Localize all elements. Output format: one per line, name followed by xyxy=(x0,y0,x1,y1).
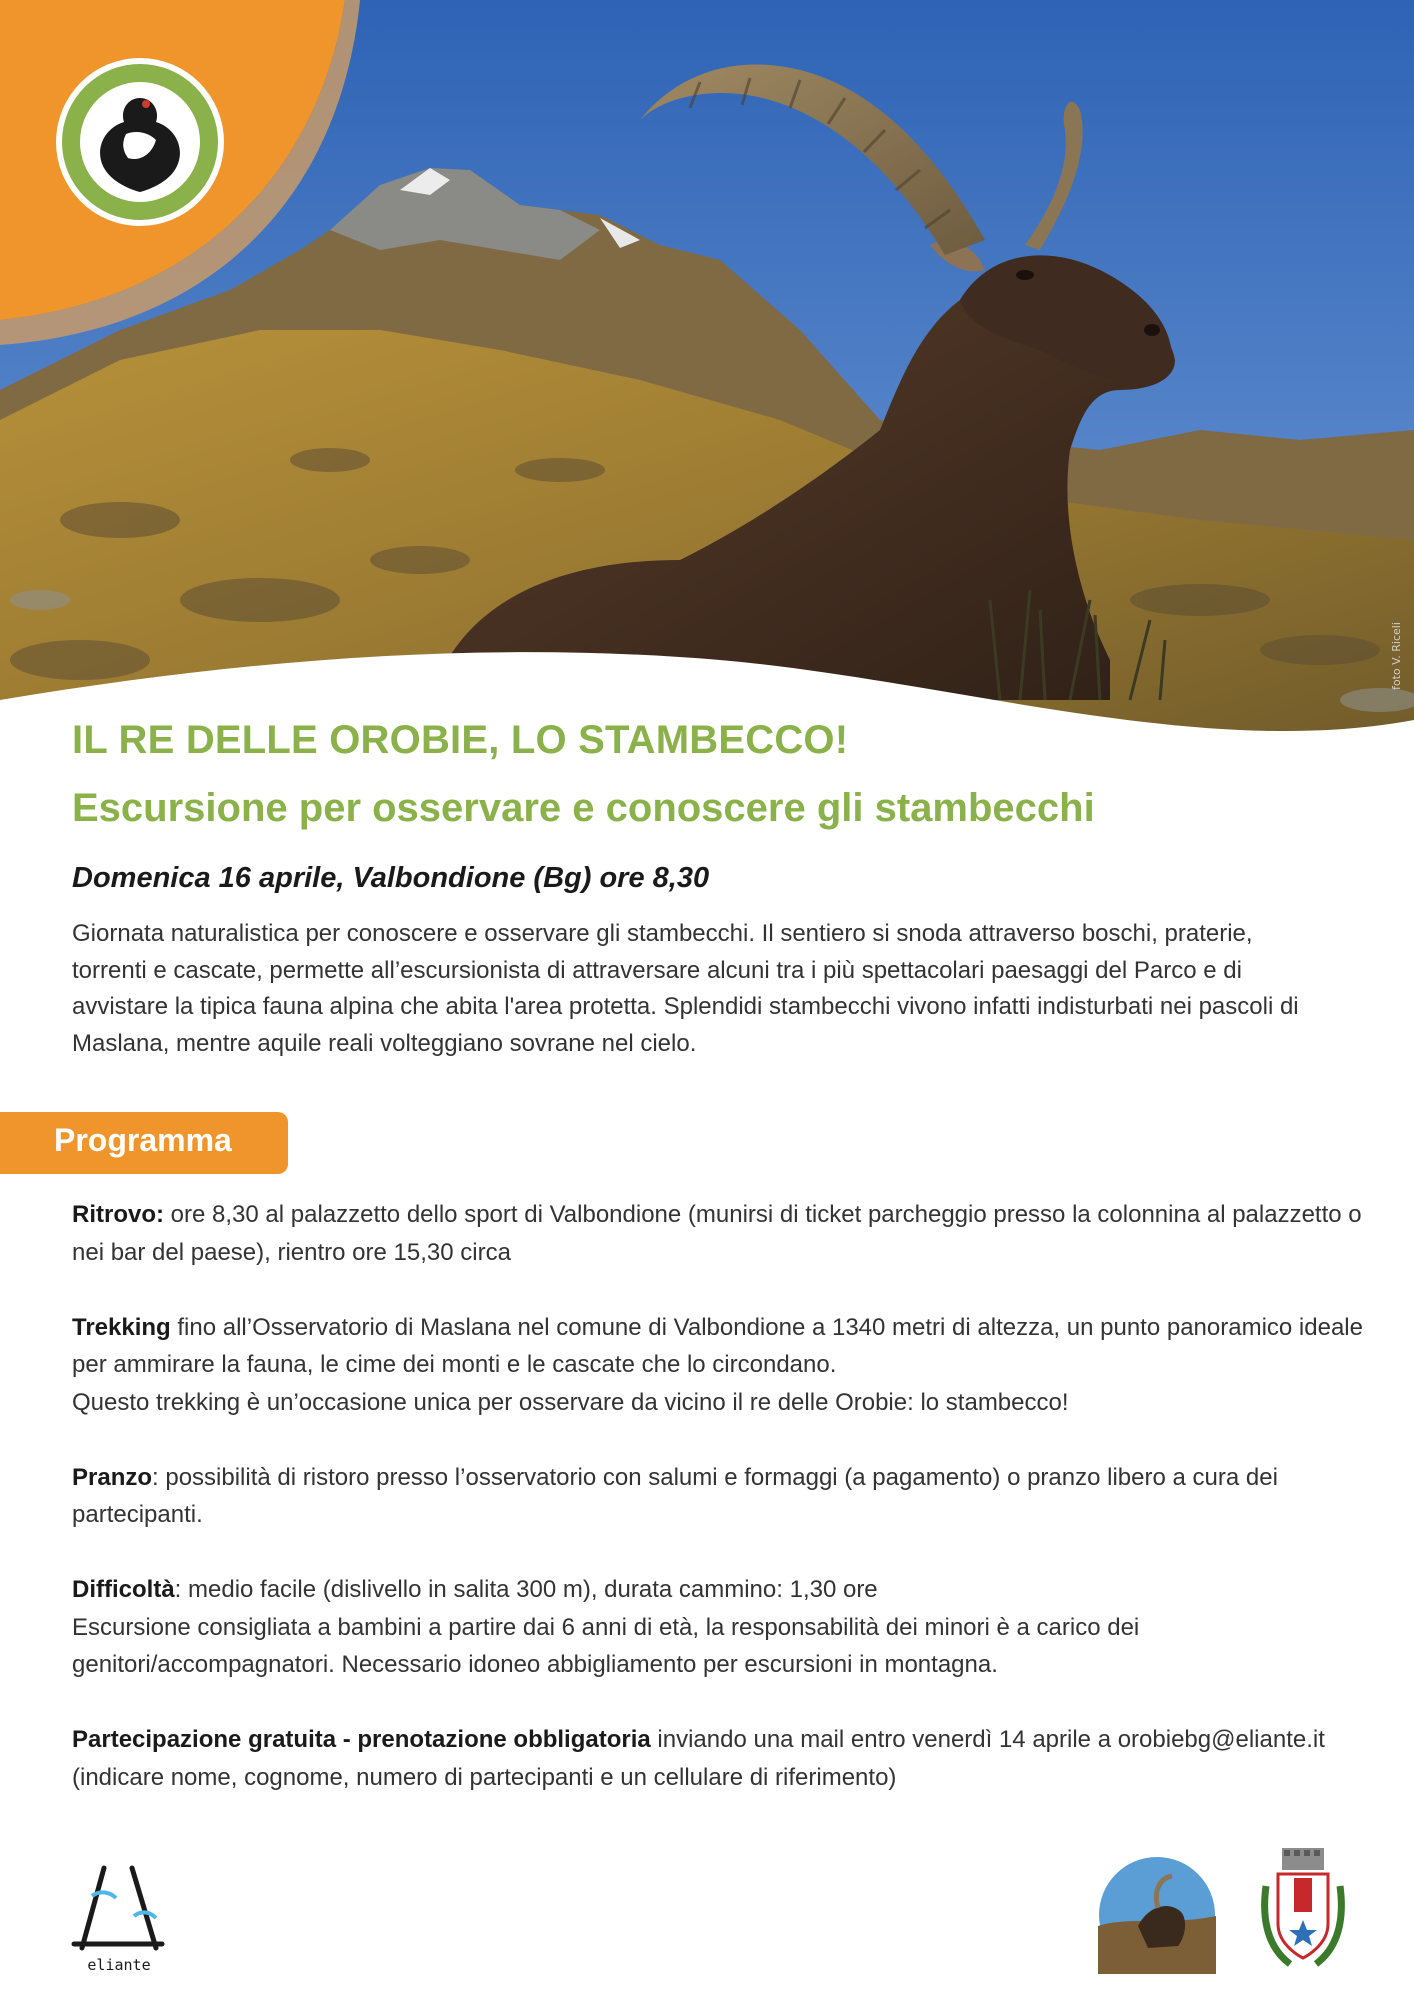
trekking-label: Trekking xyxy=(72,1313,171,1341)
park-logo xyxy=(56,58,224,226)
ritrovo-label: Ritrovo: xyxy=(72,1201,164,1228)
valbondione-round-logo xyxy=(1098,1856,1216,1974)
difficolta-label: Difficoltà xyxy=(72,1576,175,1603)
partecipazione-label: Partecipazione gratuita - prenotazione obbligatoria xyxy=(72,1726,651,1753)
difficolta-text-2: Escursione consigliata a bambini a partire dai 6 anni di età, la responsabilità dei minori è a carico dei genitori/accompagnatori. Necessario idoneo abbigliamento per escursioni in montagna. xyxy=(72,1613,1140,1678)
programma-heading: Programma xyxy=(54,1122,232,1158)
pranzo-label: Pranzo xyxy=(72,1463,153,1491)
program-section xyxy=(72,1196,1372,1834)
partecipazione-text: inviando una mail entro venerdì 14 aprile a orobiebg@eliante.it (indicare nome, cognome, numero di partecipanti e un cellulare di riferimento) xyxy=(72,1726,1325,1791)
difficolta-text: : medio facile (dislivello in salita 300 m), durata cammino: 1,30 ore xyxy=(174,1576,878,1603)
eliante-logo-text: eliante xyxy=(87,1956,151,1974)
programma-tab xyxy=(0,1112,288,1174)
page-subtitle: Escursione per osservare e conoscere gli stambecchi xyxy=(72,786,1095,830)
trekking-paragraph xyxy=(72,1309,1372,1422)
event-date: Domenica 16 aprile, Valbondione (Bg) ore 8,30 xyxy=(72,862,710,894)
pranzo-text: : possibilità di ristoro presso l’osservatorio con salumi e formaggi (a pagamento) o pranzo libero a cura dei partecipanti. xyxy=(72,1463,1278,1528)
trekking-text: fino all’Osservatorio di Maslana nel comune di Valbondione a 1340 metri di altezza, un punto panoramico ideale per ammirare la fauna, le cime dei monti e le cascate che lo circondano. xyxy=(72,1313,1363,1378)
ritrovo-paragraph xyxy=(72,1196,1372,1271)
intro-paragraph: Giornata naturalistica per conoscere e osservare gli stambecchi. Il sentiero si snoda attraverso boschi, praterie, torrenti e cascate, permette all’escursionista di attraversare alcuni tra i più spettacolari paesaggi del Parco e di avvistare la tipica fauna alpina che abita l'area protetta. Splendidi stambecchi vivono infatti indisturbati nei pascoli di Maslana, mentre aquile reali volteggiano sovrane nel cielo. xyxy=(72,920,1299,1057)
photo-credit: foto V. Riceli xyxy=(1390,622,1403,690)
difficolta-paragraph xyxy=(72,1571,1372,1684)
page-title: IL RE DELLE OROBIE, LO STAMBECCO! xyxy=(72,718,849,762)
municipal-crest xyxy=(1260,1846,1346,1976)
eliante-logo xyxy=(64,1858,174,1978)
ritrovo-text: ore 8,30 al palazzetto dello sport di Valbondione (munirsi di ticket parcheggio presso la colonnina al palazzetto o nei bar del paese), rientro ore 15,30 circa xyxy=(72,1201,1362,1266)
partecipazione-paragraph xyxy=(72,1721,1372,1796)
trekking-text-2: Questo trekking è un’occasione unica per osservare da vicino il re delle Orobie: lo stambecco! xyxy=(72,1388,1069,1416)
pranzo-paragraph xyxy=(72,1459,1372,1534)
